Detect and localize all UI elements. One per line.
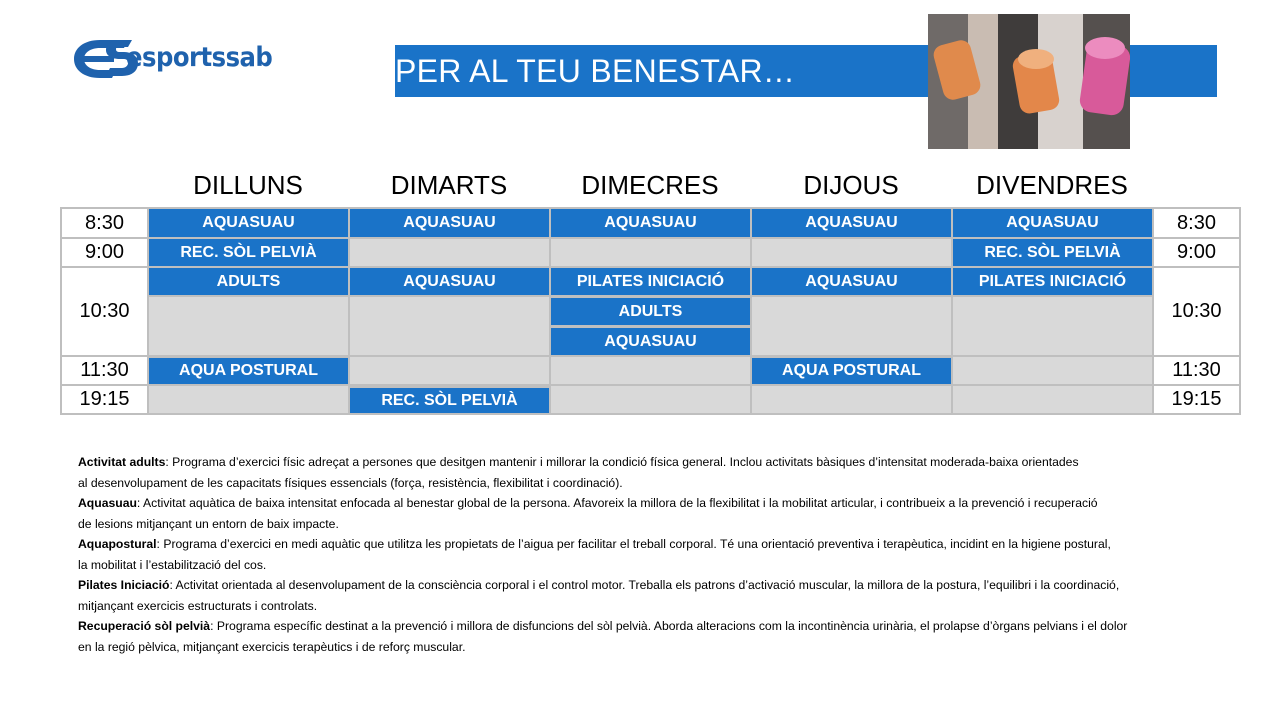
empty-cell [350, 357, 549, 384]
description-line: Aquasuau: Activitat aquàtica de baixa intensitat enfocada al benestar global de la persona. Afavoreix la millora de la flexibilitat i la mobilitat articular, i contribueix a la prevenció i recuperació [78, 496, 1098, 510]
empty-cell [551, 386, 750, 413]
empty-cell [350, 239, 549, 266]
activity-cell: AQUASUAU [953, 209, 1152, 237]
empty-cell [953, 297, 1152, 355]
description-line: Recuperació sòl pelvià: Programa específic destinat a la prevenció i millora de disfuncions del sòl pelvià. Aborda alteracions com la incontinència urinària, el prolapse d’òrgans pelvians i el dolor [78, 619, 1128, 633]
day-header-friday: DIVENDRES [976, 170, 1128, 200]
schedule-table [60, 207, 1241, 415]
description-line: Activitat adults: Programa d’exercici físic adreçat a persones que desitgen mantenir i millorar la condició física general. Inclou activitats bàsiques d’intensitat moderada-baixa orientades [78, 455, 1079, 469]
day-header-monday: DILLUNS [193, 170, 303, 200]
empty-cell [149, 386, 348, 413]
description-line: en la regió pèlvica, mitjançant exercicis terapèutics i de reforç muscular. [78, 639, 466, 654]
empty-cell [953, 357, 1152, 384]
empty-cell [350, 297, 549, 355]
empty-cell [149, 297, 348, 355]
activity-cell: REC. SÒL PELVIÀ [350, 388, 549, 413]
page-title: PER AL TEU BENESTAR… [395, 53, 796, 89]
activity-cell: REC. SÒL PELVIÀ [149, 239, 348, 266]
empty-cell [551, 239, 750, 266]
description-term: Activitat adults [78, 455, 166, 469]
description-term: Pilates Iniciació [78, 578, 170, 592]
activity-cell: AQUASUAU [350, 209, 549, 237]
activity-cell: AQUASUAU [551, 328, 750, 355]
activity-descriptions [78, 452, 1248, 657]
description-line: Pilates Iniciació: Activitat orientada al desenvolupament de la consciència corporal i el control motor. Treballa els patrons d’activació muscular, la millora de la postura, l’equilibri i la coordinació, [78, 578, 1120, 592]
time-cell-right: 8:30 [1154, 209, 1239, 237]
empty-cell [752, 297, 951, 355]
description-line: de lesions mitjançant un entorn de baix impacte. [78, 516, 339, 531]
activity-cell: AQUA POSTURAL [752, 358, 951, 384]
empty-cell [953, 386, 1152, 413]
time-cell-left: 11:30 [62, 357, 147, 384]
activity-cell: ADULTS [551, 298, 750, 325]
activity-cell: ADULTS [149, 268, 348, 295]
time-cell-right: 10:30 [1154, 268, 1239, 355]
activity-cell: AQUA POSTURAL [149, 358, 348, 384]
description-line: la mobilitat i l’estabilització del cos. [78, 557, 267, 572]
description-term: Recuperació sòl pelvià [78, 619, 211, 633]
time-cell-left: 8:30 [62, 209, 147, 237]
description-line: al desenvolupament de les capacitats físiques essencials (força, resistència, flexibilitat i coordinació). [78, 475, 623, 490]
empty-cell [752, 239, 951, 266]
time-cell-left: 19:15 [62, 386, 147, 413]
brand-name: esportssab [126, 42, 273, 73]
yoga-mats-photo [928, 14, 1130, 149]
description-term: Aquapostural [78, 537, 157, 551]
day-header-wednesday: DIMECRES [581, 170, 719, 200]
activity-cell: AQUASUAU [149, 209, 348, 237]
day-header-tuesday: DIMARTS [390, 170, 508, 200]
time-cell-left: 10:30 [62, 268, 147, 355]
description-line: Aquapostural: Programa d’exercici en medi aquàtic que utilitza les propietats de l’aigua per facilitar el treball corporal. Té una orientació preventiva i terapèutica, incidint en la higiene postural, [78, 537, 1111, 551]
activity-cell: AQUASUAU [350, 268, 549, 295]
description-term: Aquasuau [78, 496, 137, 510]
time-cell-left: 9:00 [62, 239, 147, 266]
activity-cell: PILATES INICIACIÓ [551, 268, 750, 295]
time-cell-right: 9:00 [1154, 239, 1239, 266]
activity-cell: REC. SÒL PELVIÀ [953, 239, 1152, 266]
activity-cell: AQUASUAU [752, 209, 951, 237]
time-cell-right: 19:15 [1154, 386, 1239, 413]
activity-cell: AQUASUAU [752, 268, 951, 295]
activity-cell: PILATES INICIACIÓ [953, 268, 1152, 295]
day-header-thursday: DIJOUS [803, 170, 899, 200]
time-cell-right: 11:30 [1154, 357, 1239, 384]
empty-cell [551, 357, 750, 384]
activity-cell: AQUASUAU [551, 209, 750, 237]
empty-cell [752, 386, 951, 413]
description-line: mitjançant exercicis estructurats i controlats. [78, 598, 318, 613]
